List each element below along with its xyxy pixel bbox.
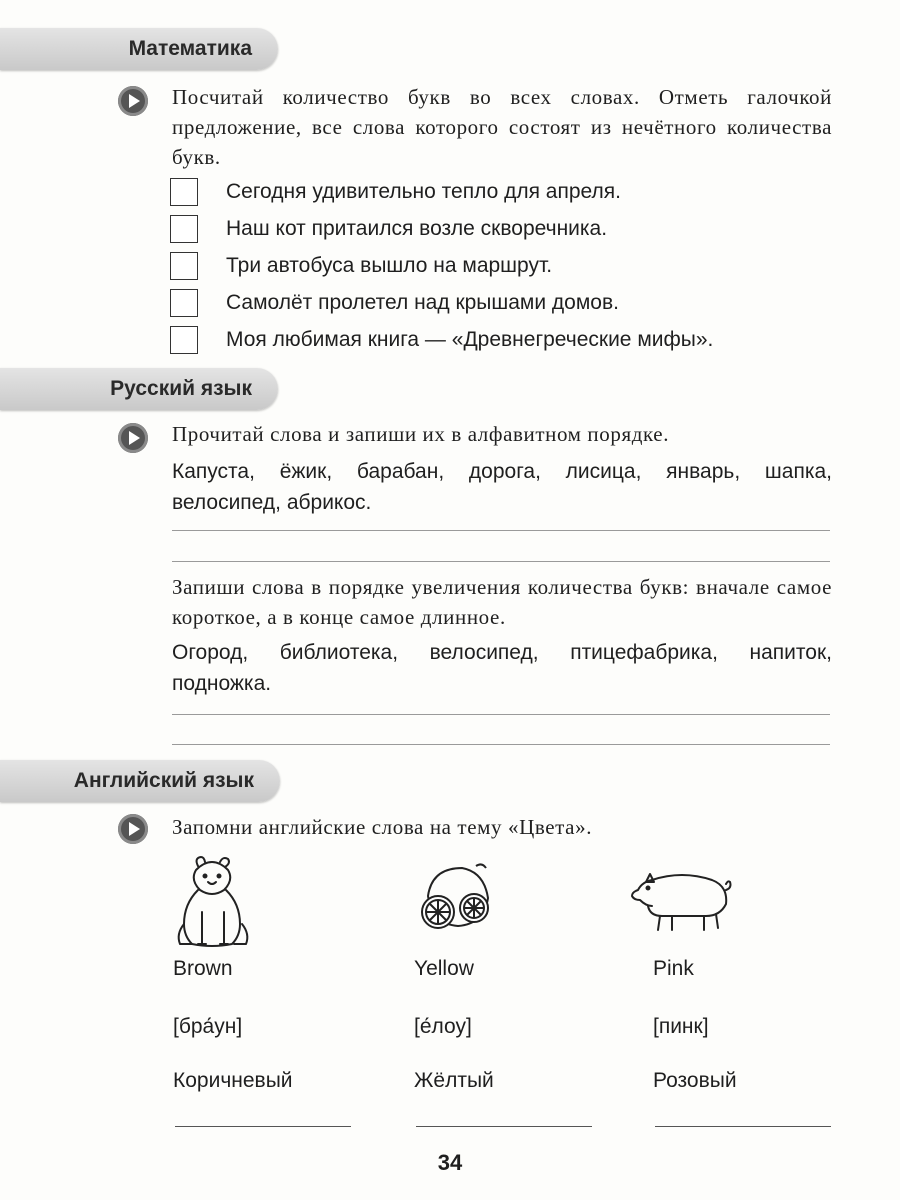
english-word: Brown (173, 957, 233, 980)
lemon-icon (416, 860, 496, 935)
answer-line[interactable] (172, 530, 830, 531)
play-icon (118, 86, 148, 116)
task-text: Запиши слова в порядке увеличения количества букв: вначале самое короткое, а в конце самое длинное. (172, 575, 832, 629)
english-word: Pink (653, 957, 694, 980)
checkbox[interactable] (170, 326, 198, 354)
option-text: Сегодня удивительно тепло для апреля. (226, 180, 621, 203)
translation: Розовый (653, 1069, 737, 1092)
bear-icon (168, 852, 258, 952)
translation: Жёлтый (414, 1069, 494, 1092)
section-tab-english (0, 760, 280, 802)
section-tab-math (0, 28, 278, 70)
transcription: [пинк] (653, 1015, 709, 1038)
answer-line[interactable] (172, 714, 830, 715)
checkbox[interactable] (170, 252, 198, 280)
english-word: Yellow (414, 957, 474, 980)
checkbox[interactable] (170, 215, 198, 243)
option-text: Моя любимая книга — «Древнегреческие мифы». (226, 328, 714, 351)
section-title: Математика (128, 37, 252, 60)
section-tab-russian (0, 368, 278, 410)
task-text: Запомни английские слова на тему «Цвета». (172, 815, 593, 839)
checkbox[interactable] (170, 289, 198, 317)
task-text: Прочитай слова и запиши их в алфавитном порядке. (172, 422, 670, 446)
transcription: [бра́ун] (173, 1015, 243, 1038)
play-icon (118, 423, 148, 453)
option-text: Самолёт пролетел над крышами домов. (226, 291, 619, 314)
word-list: Капуста, ёжик, барабан, дорога, лисица, январь, шапка, велосипед, абрикос. (172, 460, 832, 514)
answer-line[interactable] (172, 744, 830, 745)
answer-line[interactable] (175, 1126, 351, 1127)
pig-icon (630, 866, 734, 932)
answer-line[interactable] (655, 1126, 831, 1127)
word-list: Огород, библиотека, велосипед, птицефабрика, напиток, подножка. (172, 641, 832, 695)
transcription: [е́лоу] (414, 1015, 472, 1038)
section-title: Русский язык (110, 377, 252, 400)
answer-line[interactable] (172, 561, 830, 562)
task-text: Посчитай количество букв во всех словах. Отметь галочкой предложение, все слова которого состоят из нечётного количества букв. (172, 85, 832, 169)
option-text: Наш кот притаился возле скворечника. (226, 217, 608, 240)
section-title: Английский язык (73, 769, 254, 792)
option-text: Три автобуса вышло на маршрут. (226, 254, 553, 277)
translation: Коричневый (173, 1069, 293, 1092)
answer-line[interactable] (416, 1126, 592, 1127)
page-number: 34 (437, 1150, 463, 1175)
checkbox[interactable] (170, 178, 198, 206)
play-icon (118, 814, 148, 844)
